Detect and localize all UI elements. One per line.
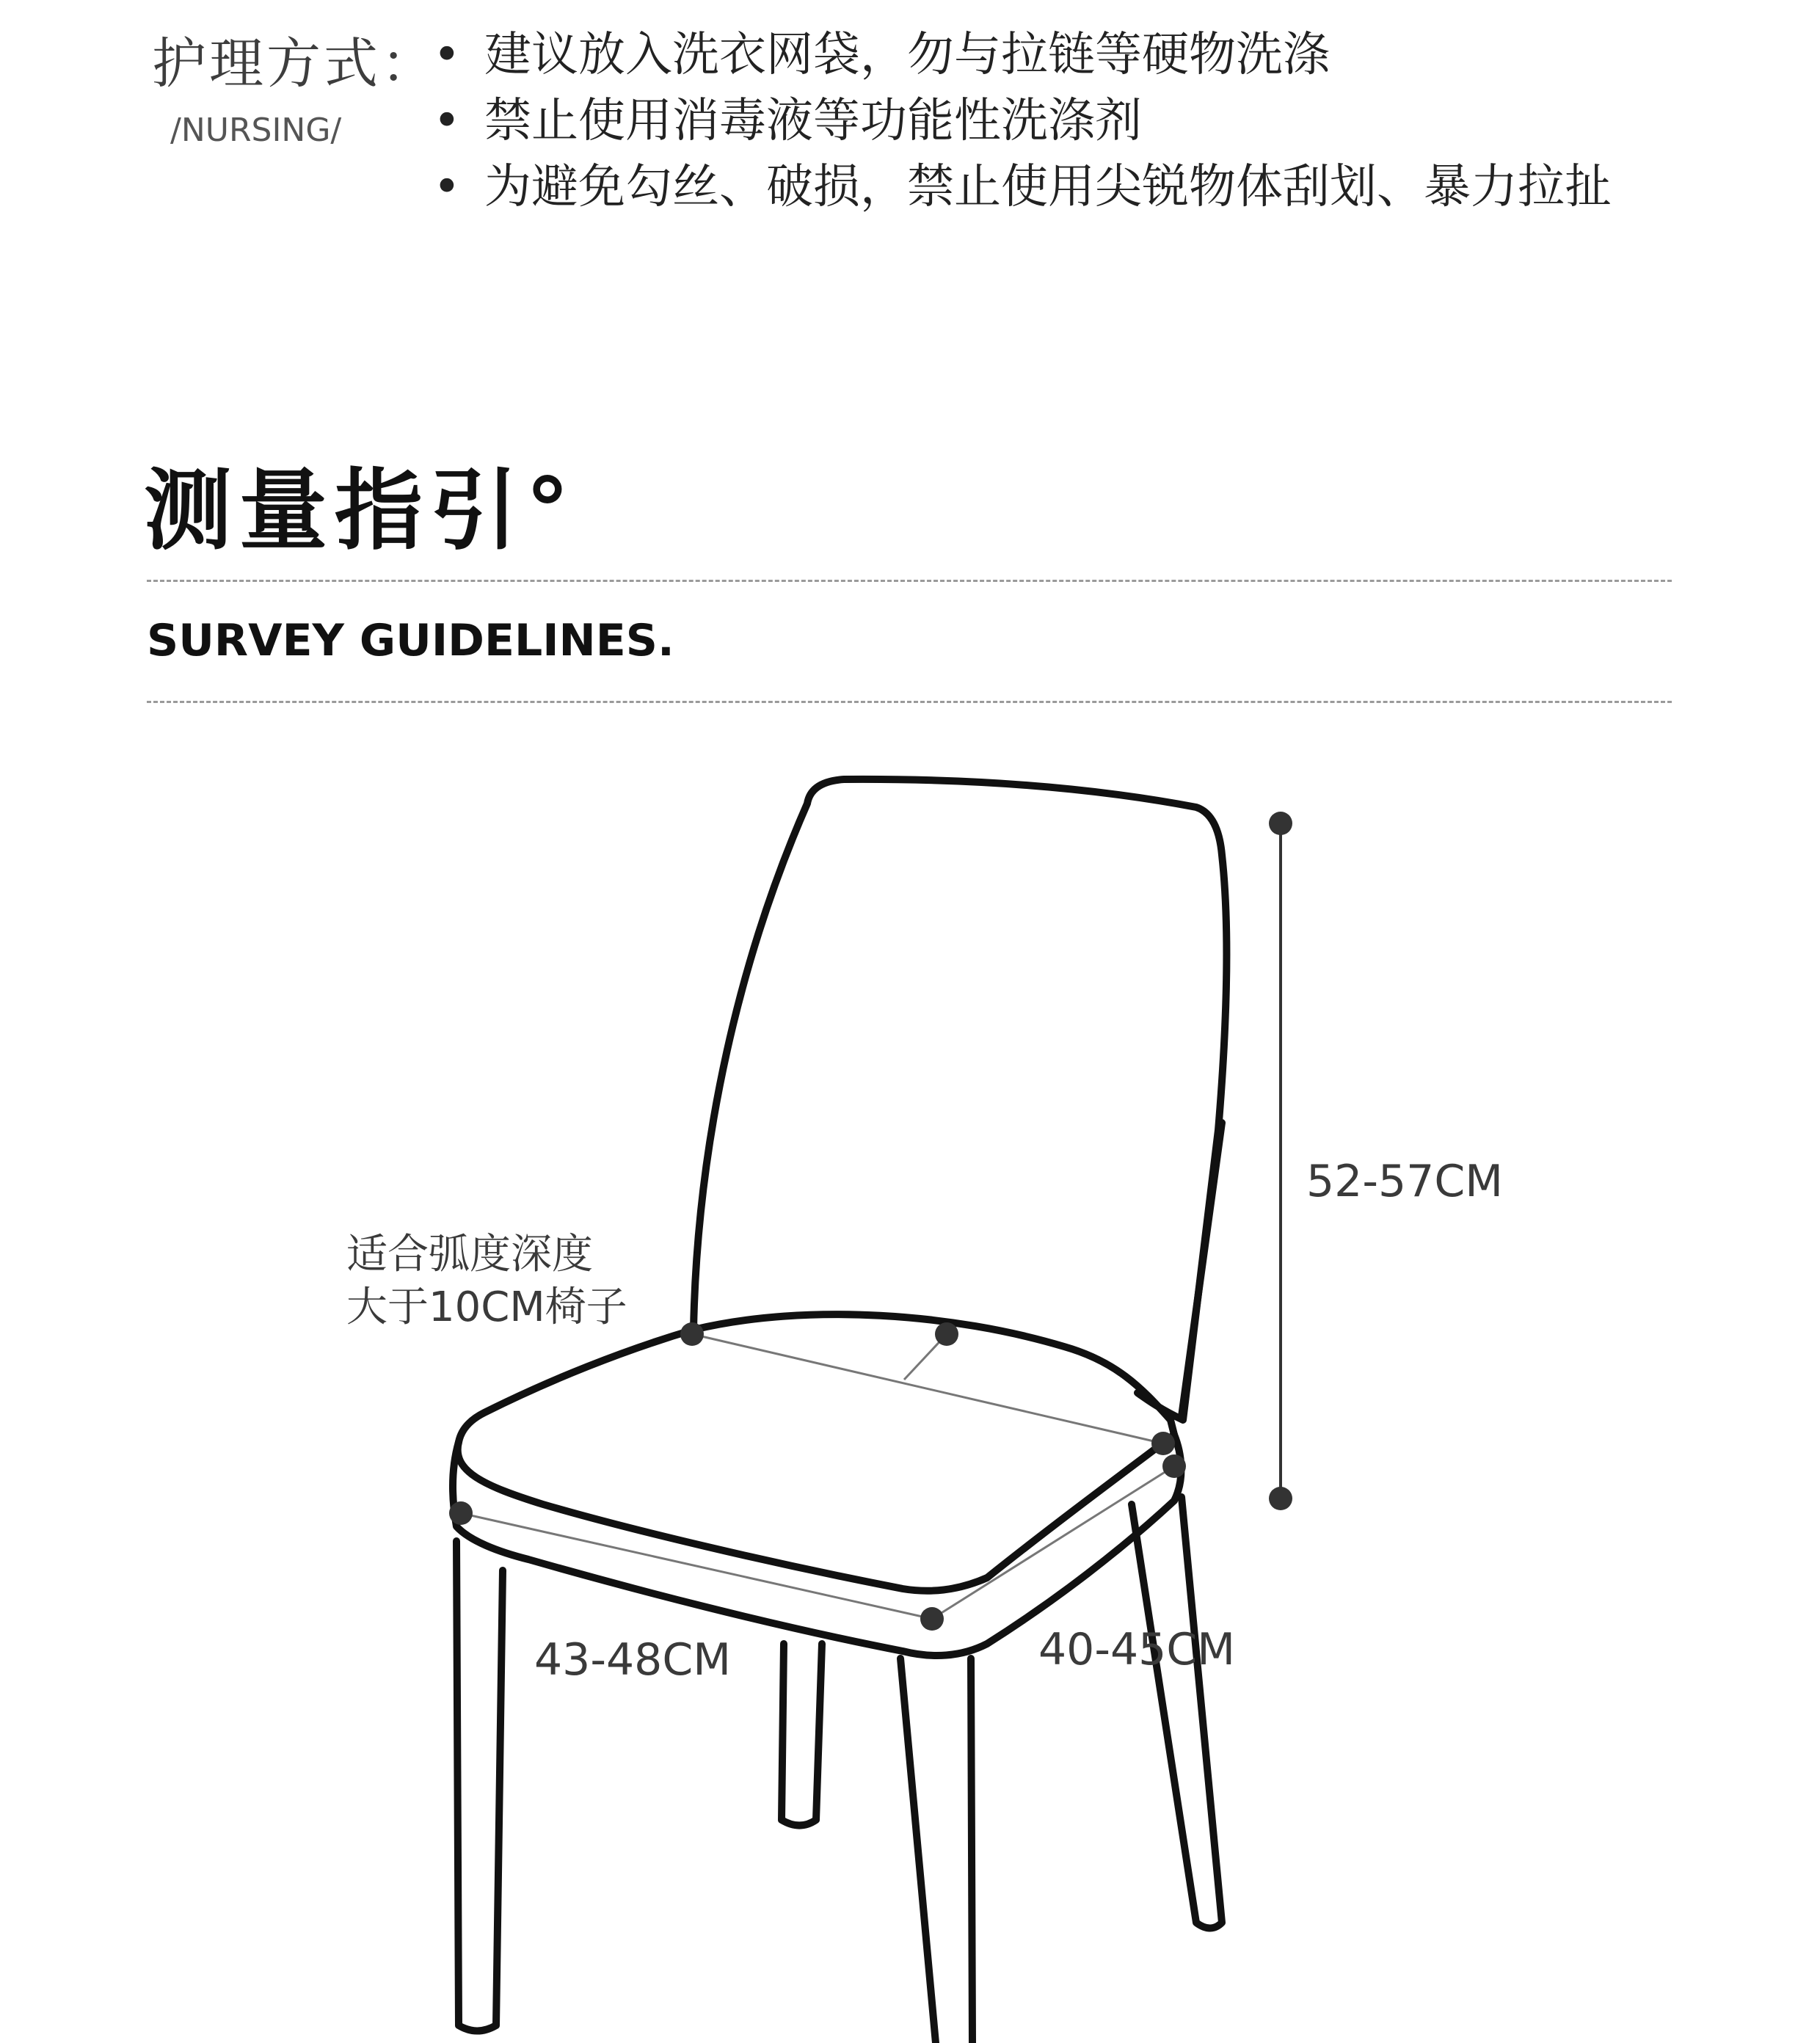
section-subtitle: SURVEY GUIDELINES. (147, 615, 674, 666)
page-title: 测量指引° (144, 460, 577, 562)
depth-label: 40-45CM (1038, 1624, 1236, 1675)
measure-point (920, 1607, 944, 1631)
backrest-side (1182, 1123, 1222, 1416)
care-instruction: 为避免勾丝、破损，禁止使用尖锐物体刮划、暴力拉扯 (484, 160, 1612, 214)
back-left-leg (782, 1644, 822, 1826)
chair-illustration (453, 779, 1226, 2043)
measure-point (1269, 1487, 1292, 1510)
width-label: 43-48CM (534, 1634, 732, 1686)
height-label: 52-57CM (1306, 1156, 1504, 1207)
nursing-subtitle: /NURSING/ (170, 112, 342, 149)
measure-point (680, 1322, 704, 1346)
care-instruction: 建议放入洗衣网袋，勿与拉链等硬物洗涤 (484, 28, 1330, 82)
measure-point (1151, 1432, 1175, 1455)
fit-note-line2: 大于10CM椅子 (346, 1283, 627, 1331)
front-right-leg (900, 1658, 972, 2043)
seat-front-edge (453, 1435, 1181, 1656)
measure-point (1162, 1454, 1186, 1478)
front-left-leg (456, 1541, 503, 2031)
fit-note-line1: 适合弧度深度 (346, 1231, 593, 1278)
measure-point (1269, 812, 1292, 835)
bullet-icon: • (433, 160, 461, 214)
seat-top (458, 1314, 1174, 1591)
bullet-icon: • (433, 94, 461, 148)
measure-point (449, 1501, 473, 1525)
back-right-leg (1132, 1497, 1222, 1929)
care-instruction: 禁止使用消毒液等功能性洗涤剂 (484, 94, 1142, 148)
seat-depth-line (692, 1334, 1163, 1443)
measure-point (935, 1322, 958, 1346)
nursing-title: 护理方式： (152, 32, 438, 95)
bullet-icon: • (433, 28, 461, 82)
